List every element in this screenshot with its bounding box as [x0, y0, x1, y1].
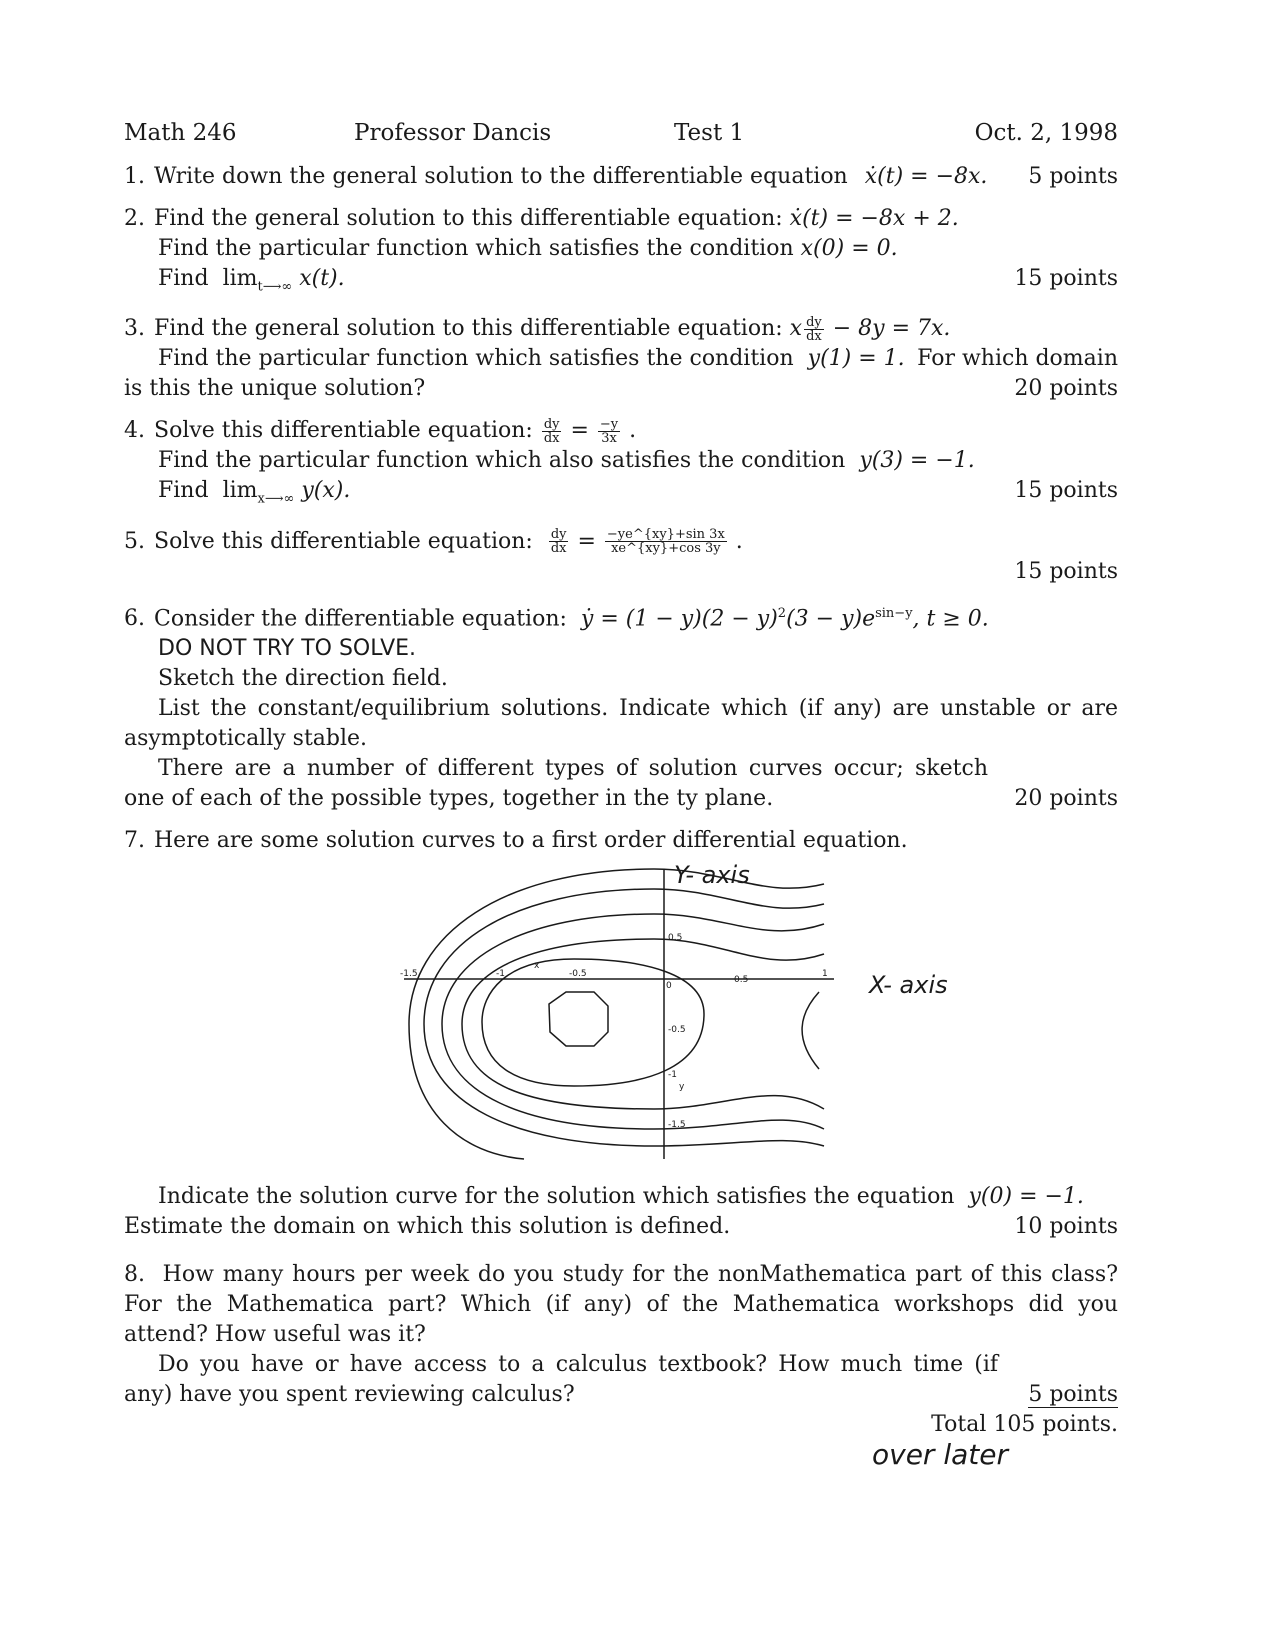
y-tick-label: -1.5	[668, 1120, 686, 1131]
axis-mark-x: x	[534, 961, 540, 972]
equation: y(1) = 1.	[807, 346, 905, 372]
problem-text: Find	[158, 478, 209, 504]
solution-curve	[482, 959, 704, 1086]
equation: (3 − y)e	[786, 606, 876, 632]
problem-text: 8. How many hours per week do you study for the nonMathematica part of this class? For the Mathematica part? Which (if any) of the Mathematica workshops did you attend? How useful was it?	[124, 1262, 1118, 1348]
points-label: 15 points	[1014, 266, 1118, 291]
problem-5: 5. Solve this differentiable equation: $\frac{dy}{dx}$ = $\frac{-ye\^{}\{xy\}+\sin 3x}{xe\^{}\{xy\}+\cos 3y}$ . 15 points	[124, 527, 1118, 587]
y-axis-label: Y- axis	[674, 861, 750, 890]
problem-text: List the constant/equilibrium solutions. Indicate which (if any) are unstable or are asymptotically stable.	[124, 696, 1118, 752]
solution-curves-figure	[124, 861, 1118, 1164]
problem-text: Find the general solution to this differentiable equation:	[154, 206, 783, 231]
equation: − 8y = 7x.	[825, 316, 951, 342]
problem-text: Do you have or have access to a calculus textbook? How much time (if any) have you spent reviewing calculus?	[124, 1352, 998, 1408]
problem-7	[124, 826, 1118, 1242]
equation: ẋ(t) = −8x + 2.	[789, 206, 959, 231]
problem-number: 3.	[124, 316, 145, 342]
exam-header	[124, 118, 1118, 148]
equation: ẏ = (1 − y)(2 − y)	[580, 606, 778, 632]
problem-1	[124, 162, 1118, 192]
x-tick-label: 0.5	[734, 975, 749, 986]
equation: x(t).	[299, 266, 345, 291]
points-label: 15 points	[1014, 478, 1118, 504]
problem-text: Indicate the solution curve for the solution which satisfies the equation	[158, 1184, 955, 1210]
limit-operator: lim	[222, 478, 258, 504]
equation: y(x).	[301, 478, 351, 504]
problem-text: Write down the general solution to the differentiable equation	[154, 164, 848, 189]
problem-text: Find the particular function which satisfies the condition	[158, 346, 794, 372]
total-points: Total 105 points.	[931, 1412, 1118, 1438]
problem-text: Solve this differentiable equation:	[154, 418, 533, 444]
x-tick-label: 1	[822, 969, 828, 980]
problem-text: For which domain	[917, 346, 1118, 372]
professor-name: Professor Dancis	[354, 120, 552, 146]
dy-dx-fraction: $\frac{dy}{dx}$	[550, 527, 567, 557]
rhs-fraction: $\frac{-ye\^{}\{xy\}+\sin 3x}{xe\^{}\{xy\}+\cos 3y}$	[606, 527, 725, 557]
limit-subscript: x⟶∞	[257, 491, 295, 507]
contour-plot	[400, 864, 844, 1164]
points-label: 5 points	[1028, 164, 1118, 189]
problem-number: 2.	[124, 206, 145, 231]
points-label: 20 points	[1014, 376, 1118, 402]
dy-dx-fraction: $\frac{dy}{dx}$	[806, 314, 822, 344]
problem-text: Estimate the domain on which this solution is defined.	[124, 1214, 731, 1240]
equation: y(3) = −1.	[859, 448, 975, 474]
points-label: 20 points	[1014, 786, 1118, 812]
solution-curve	[549, 992, 608, 1046]
problem-text: Sketch the direction field.	[158, 666, 448, 692]
points-label: 5 points	[1028, 1382, 1118, 1408]
problem-8	[124, 1260, 1118, 1440]
problem-text: There are a number of different types of solution curves occur; sketch one of each of the possible types, together in the ty plane.	[124, 756, 988, 812]
exam-date: Oct. 2, 1998	[974, 120, 1118, 146]
solution-curve	[442, 914, 824, 1129]
x-tick-label: -1.5	[400, 969, 418, 980]
x-tick-label: 0	[666, 981, 672, 992]
equation: ẋ(t) = −8x.	[864, 164, 988, 189]
rhs-fraction: $\frac{-y}{3x}$	[599, 416, 619, 446]
equation: x(0) = 0.	[800, 236, 898, 261]
problem-number: 7.	[124, 828, 145, 854]
problem-number: 4.	[124, 418, 145, 444]
problem-text: Find the particular function which also satisfies the condition	[158, 448, 846, 474]
problem-number: 6.	[124, 606, 145, 632]
solution-curve	[802, 992, 819, 1069]
y-tick-label: -1	[668, 1070, 677, 1081]
exam-page	[124, 118, 1118, 1452]
exponent: 2	[777, 605, 787, 621]
problem-4: 4. Solve this differentiable equation: $\frac{dy}{dx}$ = $\frac{-y}{3x}$ . Find the particular function which also satisfies the condition y(3) = −1. Find $\lim_{x⟶\infty} y(x)$. 15 points	[124, 416, 1118, 507]
problem-3	[124, 314, 1118, 404]
problem-text: Find	[158, 266, 209, 291]
exponent: sin−y	[875, 605, 913, 621]
problem-text: Find the particular function which satisfies the condition	[158, 236, 794, 261]
problem-text: Consider the differentiable equation:	[154, 606, 567, 632]
equation: y(0) = −1.	[968, 1184, 1084, 1210]
solution-curve	[424, 889, 824, 1146]
y-tick-label: -0.5	[668, 1025, 686, 1036]
points-label: 10 points	[1014, 1214, 1118, 1240]
limit-operator: lim	[222, 266, 258, 291]
test-title: Test 1	[674, 120, 745, 146]
equation: , t ≥ 0.	[912, 606, 989, 632]
handwritten-note: over later	[872, 1438, 1008, 1471]
x-axis-label: X- axis	[869, 971, 948, 1000]
x-tick-label: -1	[496, 969, 505, 980]
problem-number: 5.	[124, 528, 145, 554]
problem-text: Solve this differentiable equation:	[154, 528, 533, 554]
problem-2	[124, 204, 1118, 302]
equation: x	[789, 316, 803, 342]
limit-subscript: t⟶∞	[257, 279, 293, 295]
problem-text: is this the unique solution?	[124, 376, 426, 402]
dy-dx-fraction: $\frac{dy}{dx}$	[543, 416, 560, 446]
axis-mark-y: y	[679, 1082, 685, 1093]
problem-6	[124, 599, 1118, 814]
points-label: 15 points	[1014, 558, 1118, 584]
problem-number: 1.	[124, 164, 145, 189]
problem-text: Here are some solution curves to a first order differential equation.	[154, 828, 908, 854]
course-name: Math 246	[124, 120, 237, 146]
problem-text: DO NOT TRY TO SOLVE.	[158, 636, 417, 662]
solution-curve	[409, 869, 824, 1159]
x-tick-label: -0.5	[569, 969, 587, 980]
y-tick-label: 0.5	[668, 933, 683, 944]
problem-text: Find the general solution to this differentiable equation:	[154, 316, 783, 342]
